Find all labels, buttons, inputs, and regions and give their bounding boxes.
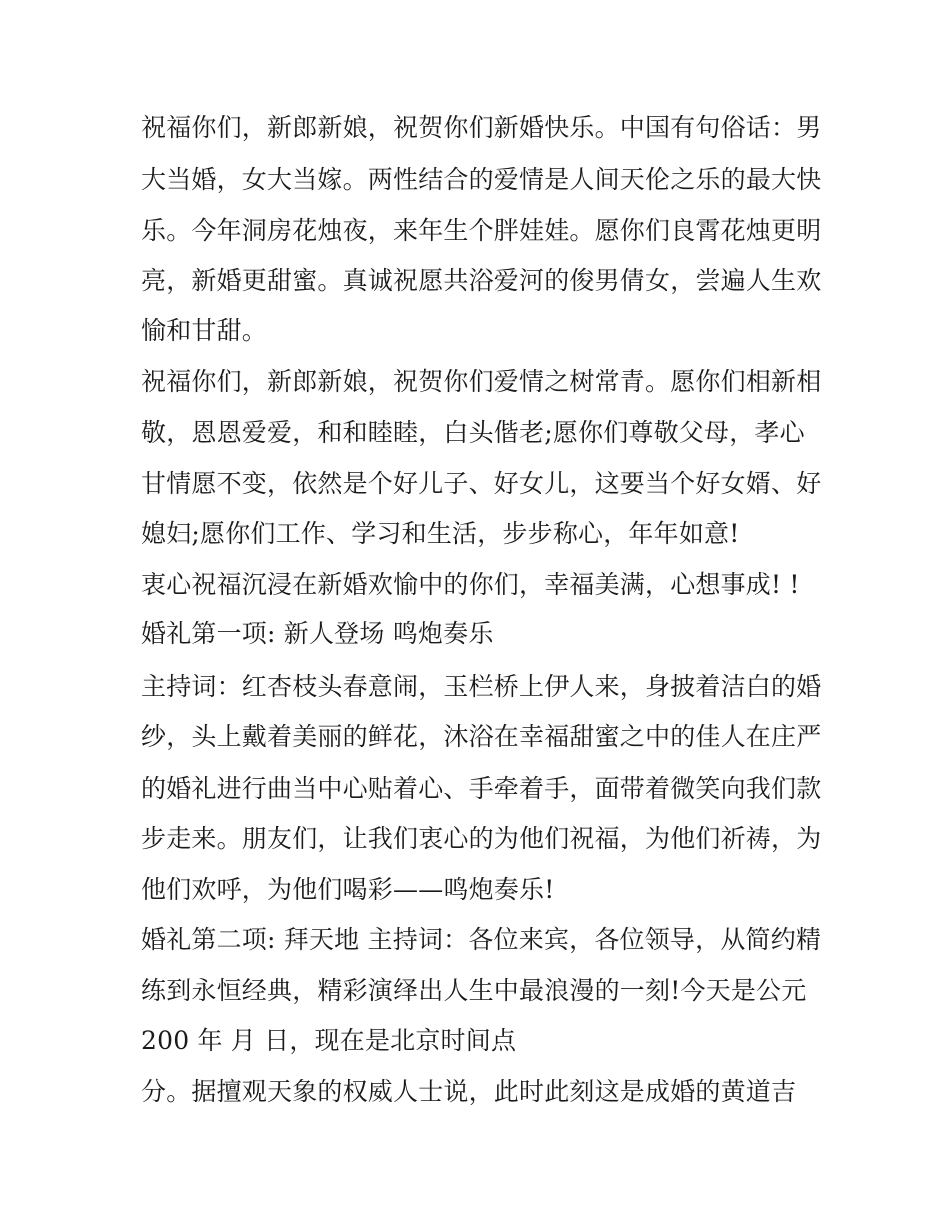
text-line: 他们欢呼，为他们喝彩——鸣炮奏乐! — [141, 875, 555, 904]
text-line: 敬，恩恩爱爱，和和睦睦，白头偕老;愿你们尊敬父母，孝心 — [141, 418, 805, 447]
text-line: 步走来。朋友们，让我们衷心的为他们祝福，为他们祈祷，为 — [141, 824, 822, 853]
text-line: 主持词：红杏枝头春意闹，玉栏桥上伊人来，身披着洁白的婚 — [141, 672, 822, 701]
text-line: 亮，新婚更甜蜜。真诚祝愿共浴爱河的俊男倩女，尝遍人生欢 — [141, 266, 822, 295]
text-line: 练到永恒经典，精彩演绎出人生中最浪漫的一刻!今天是公元 — [141, 976, 807, 1005]
section-heading: 婚礼第二项: 拜天地 主持词：各位来宾，各位领导，从简约精 — [141, 925, 822, 954]
section-heading: 婚礼第一项: 新人登场 鸣炮奏乐 — [141, 619, 494, 648]
text-line: 祝福你们，新郎新娘，祝贺你们新婚快乐。中国有句俗话：男 — [141, 113, 822, 142]
text-line: 大当婚，女大当嫁。两性结合的爱情是人间天伦之乐的最大快 — [141, 165, 822, 194]
text-line: 分。据擅观天象的权威人士说，此时此刻这是成婚的黄道吉 — [141, 1077, 797, 1106]
text-line: 甘情愿不变，依然是个好儿子、好女儿，这要当个好女婿、好 — [141, 469, 822, 498]
text-line: 衷心祝福沉浸在新婚欢愉中的你们，幸福美满，心想事成! ! — [141, 570, 800, 599]
text-line: 祝福你们，新郎新娘，祝贺你们爱情之树常青。愿你们相新相 — [141, 367, 822, 396]
text-line: 200 年 月 日，现在是北京时间点 — [141, 1026, 517, 1055]
text-line: 媳妇;愿你们工作、学习和生活，步步称心，年年如意! — [141, 519, 740, 548]
text-line: 愉和甘甜。 — [141, 316, 268, 345]
text-line: 乐。今年洞房花烛夜，来年生个胖娃娃。愿你们良霄花烛更明 — [141, 216, 822, 245]
text-line: 纱，头上戴着美丽的鲜花，沐浴在幸福甜蜜之中的佳人在庄严 — [141, 722, 822, 751]
text-line: 的婚礼进行曲当中心贴着心、手牵着手，面带着微笑向我们款 — [141, 774, 822, 803]
